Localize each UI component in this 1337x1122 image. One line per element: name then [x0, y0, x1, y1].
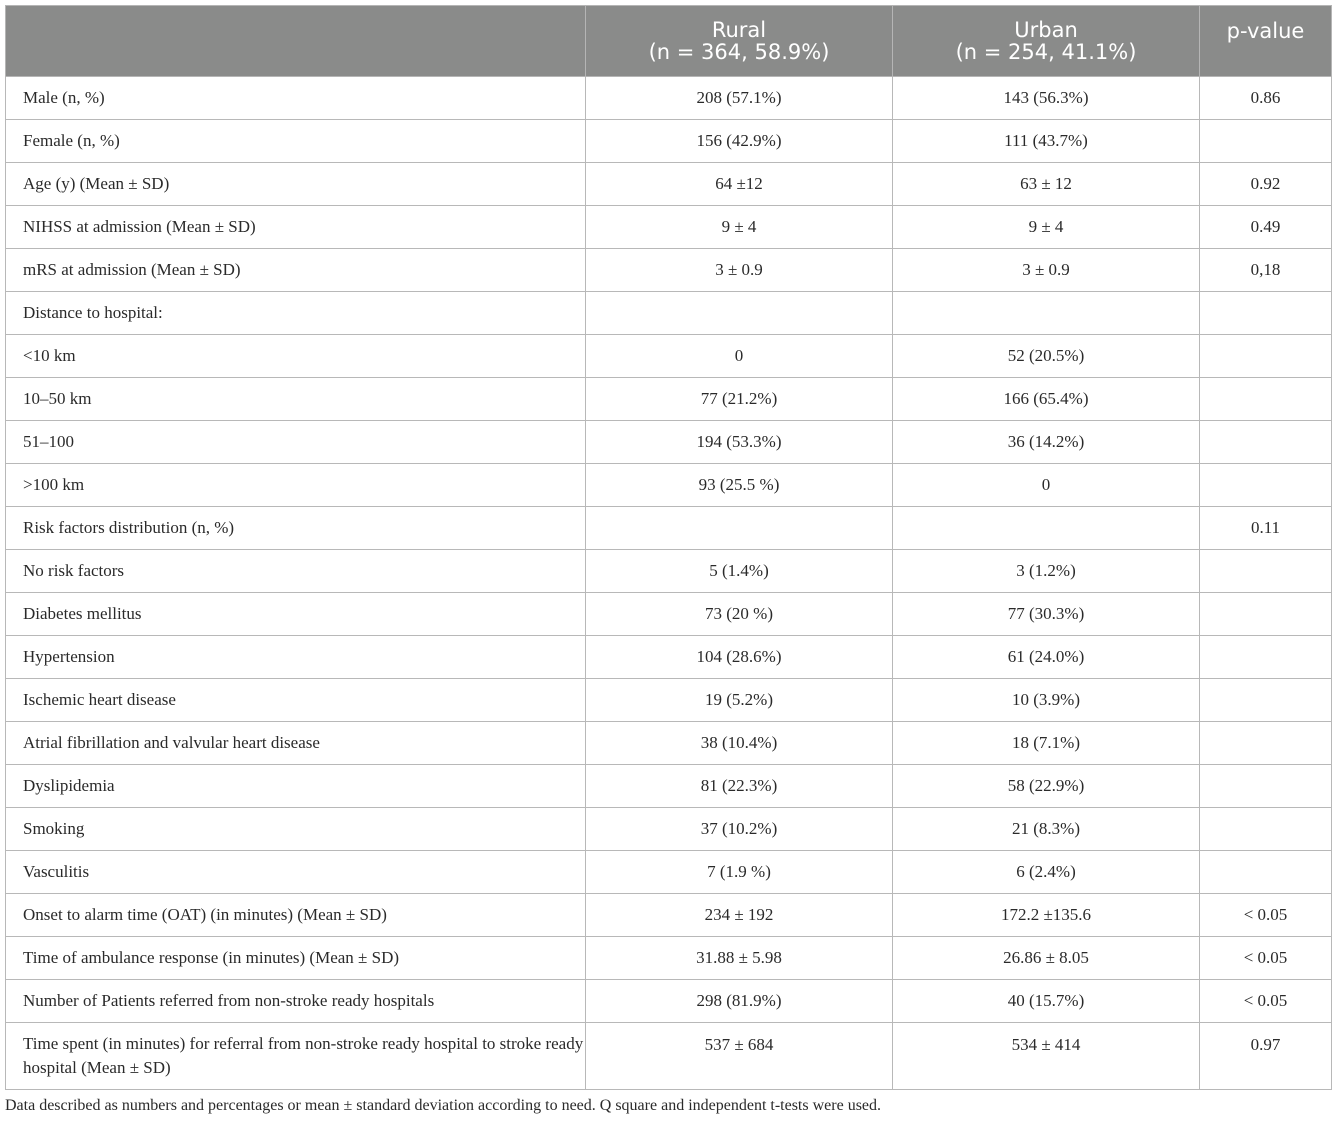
table-row [6, 335, 1332, 378]
p-value [1200, 722, 1332, 765]
header-rural-count: (n = 364, 58.9%) [648, 40, 830, 64]
table-row [6, 894, 1332, 937]
rural-value: 104 (28.6%) [586, 636, 893, 679]
table-row [6, 636, 1332, 679]
p-value [1200, 851, 1332, 894]
row-label: Smoking [6, 808, 586, 851]
urban-value [893, 292, 1200, 335]
rural-value: 0 [586, 335, 893, 378]
row-label: NIHSS at admission (Mean ± SD) [6, 206, 586, 249]
p-value [1200, 335, 1332, 378]
rural-value: 77 (21.2%) [586, 378, 893, 421]
table-row [6, 550, 1332, 593]
urban-value: 166 (65.4%) [893, 378, 1200, 421]
table-header-row [6, 6, 1332, 77]
table-row [6, 593, 1332, 636]
urban-value: 77 (30.3%) [893, 593, 1200, 636]
row-label: Diabetes mellitus [6, 593, 586, 636]
demographics-table [5, 5, 1332, 1090]
header-rural [586, 6, 893, 77]
row-label: 10–50 km [6, 378, 586, 421]
table-body [6, 77, 1332, 1090]
urban-value: 58 (22.9%) [893, 765, 1200, 808]
row-label: Female (n, %) [6, 120, 586, 163]
rural-value: 537 ± 684 [586, 1023, 893, 1090]
p-value [1200, 765, 1332, 808]
p-value: < 0.05 [1200, 894, 1332, 937]
demographics-table-container [5, 5, 1331, 1090]
row-label: Age (y) (Mean ± SD) [6, 163, 586, 206]
p-value: 0.92 [1200, 163, 1332, 206]
rural-value [586, 292, 893, 335]
table-row [6, 464, 1332, 507]
rural-value: 7 (1.9 %) [586, 851, 893, 894]
rural-value: 3 ± 0.9 [586, 249, 893, 292]
urban-value: 143 (56.3%) [893, 77, 1200, 120]
header-rural-title: Rural [711, 18, 767, 42]
p-value [1200, 679, 1332, 722]
row-label: mRS at admission (Mean ± SD) [6, 249, 586, 292]
header-p-value [1200, 6, 1332, 77]
row-label: No risk factors [6, 550, 586, 593]
p-value [1200, 292, 1332, 335]
row-label: Distance to hospital: [6, 292, 586, 335]
table-row [6, 980, 1332, 1023]
p-value: 0.49 [1200, 206, 1332, 249]
rural-value: 194 (53.3%) [586, 421, 893, 464]
p-value [1200, 550, 1332, 593]
urban-value: 18 (7.1%) [893, 722, 1200, 765]
p-value: 0.97 [1200, 1023, 1332, 1090]
p-value: 0,18 [1200, 249, 1332, 292]
row-label: Ischemic heart disease [6, 679, 586, 722]
row-label: Time spent (in minutes) for referral from non-stroke ready hospital to stroke ready hospital (Mean ± SD) [6, 1023, 586, 1090]
table-row [6, 765, 1332, 808]
p-value [1200, 378, 1332, 421]
p-value [1200, 636, 1332, 679]
p-value [1200, 593, 1332, 636]
urban-value: 26.86 ± 8.05 [893, 937, 1200, 980]
table-row [6, 421, 1332, 464]
header-urban-title: Urban [1014, 18, 1078, 42]
rural-value: 19 (5.2%) [586, 679, 893, 722]
rural-value: 81 (22.3%) [586, 765, 893, 808]
rural-value: 298 (81.9%) [586, 980, 893, 1023]
row-label: Hypertension [6, 636, 586, 679]
urban-value: 52 (20.5%) [893, 335, 1200, 378]
header-urban-count: (n = 254, 41.1%) [955, 40, 1137, 64]
urban-value: 534 ± 414 [893, 1023, 1200, 1090]
table-row [6, 507, 1332, 550]
rural-value: 9 ± 4 [586, 206, 893, 249]
table-row [6, 77, 1332, 120]
table-row [6, 292, 1332, 335]
urban-value: 63 ± 12 [893, 163, 1200, 206]
table-row [6, 937, 1332, 980]
p-value [1200, 120, 1332, 163]
row-label: Vasculitis [6, 851, 586, 894]
p-value: < 0.05 [1200, 937, 1332, 980]
p-value: < 0.05 [1200, 980, 1332, 1023]
header-variable [6, 6, 586, 77]
p-value: 0.11 [1200, 507, 1332, 550]
table-row [6, 378, 1332, 421]
rural-value: 64 ±12 [586, 163, 893, 206]
row-label: >100 km [6, 464, 586, 507]
row-label: Atrial fibrillation and valvular heart disease [6, 722, 586, 765]
table-row [6, 722, 1332, 765]
p-value [1200, 808, 1332, 851]
rural-value [586, 507, 893, 550]
rural-value: 38 (10.4%) [586, 722, 893, 765]
rural-value: 31.88 ± 5.98 [586, 937, 893, 980]
p-value [1200, 421, 1332, 464]
urban-value: 172.2 ±135.6 [893, 894, 1200, 937]
row-label: Male (n, %) [6, 77, 586, 120]
header-urban [893, 6, 1200, 77]
table-row [6, 808, 1332, 851]
rural-value: 37 (10.2%) [586, 808, 893, 851]
header-p-value-title: p-value [1226, 19, 1305, 43]
urban-value: 6 (2.4%) [893, 851, 1200, 894]
row-label: 51–100 [6, 421, 586, 464]
table-footnote: Data described as numbers and percentages or mean ± standard deviation according to need. Q square and independent t-tests were used. [5, 1097, 882, 1114]
p-value: 0.86 [1200, 77, 1332, 120]
urban-value [893, 507, 1200, 550]
table-row [6, 1023, 1332, 1090]
urban-value: 3 (1.2%) [893, 550, 1200, 593]
row-label: Time of ambulance response (in minutes) (Mean ± SD) [6, 937, 586, 980]
rural-value: 5 (1.4%) [586, 550, 893, 593]
urban-value: 0 [893, 464, 1200, 507]
row-label: <10 km [6, 335, 586, 378]
table-row [6, 206, 1332, 249]
rural-value: 93 (25.5 %) [586, 464, 893, 507]
rural-value: 234 ± 192 [586, 894, 893, 937]
row-label: Number of Patients referred from non-stroke ready hospitals [6, 980, 586, 1023]
table-row [6, 679, 1332, 722]
p-value [1200, 464, 1332, 507]
urban-value: 21 (8.3%) [893, 808, 1200, 851]
urban-value: 36 (14.2%) [893, 421, 1200, 464]
urban-value: 3 ± 0.9 [893, 249, 1200, 292]
urban-value: 40 (15.7%) [893, 980, 1200, 1023]
table-row [6, 249, 1332, 292]
table-row [6, 851, 1332, 894]
row-label: Onset to alarm time (OAT) (in minutes) (Mean ± SD) [6, 894, 586, 937]
rural-value: 208 (57.1%) [586, 77, 893, 120]
urban-value: 61 (24.0%) [893, 636, 1200, 679]
urban-value: 9 ± 4 [893, 206, 1200, 249]
urban-value: 111 (43.7%) [893, 120, 1200, 163]
table-row [6, 120, 1332, 163]
rural-value: 73 (20 %) [586, 593, 893, 636]
table-row [6, 163, 1332, 206]
rural-value: 156 (42.9%) [586, 120, 893, 163]
row-label: Dyslipidemia [6, 765, 586, 808]
urban-value: 10 (3.9%) [893, 679, 1200, 722]
row-label: Risk factors distribution (n, %) [6, 507, 586, 550]
